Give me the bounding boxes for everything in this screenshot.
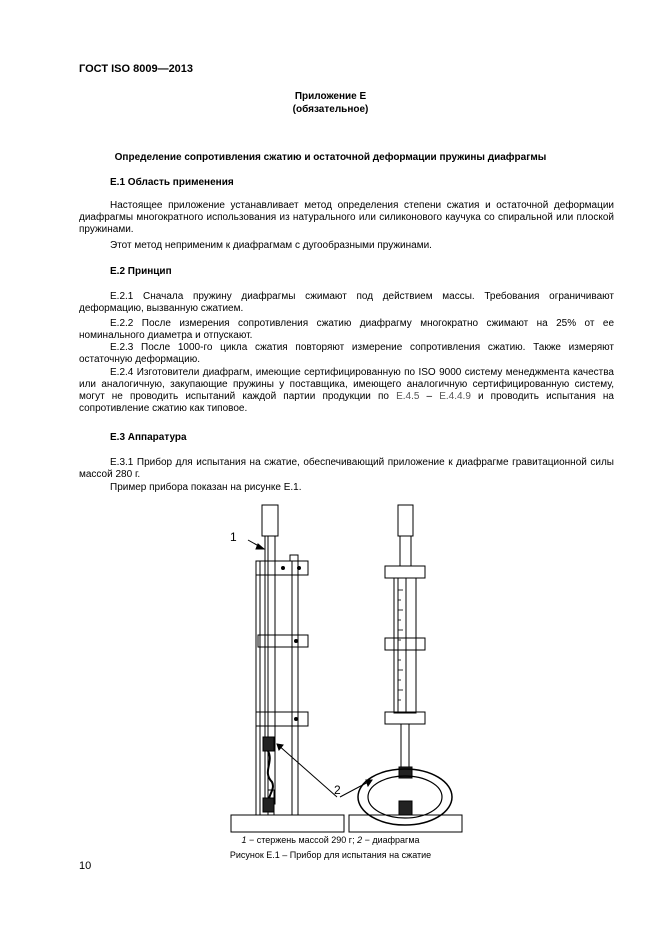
section-e1-paragraph-1: Настоящее приложение устанавливает метод определения степени сжатия и остаточной деформации диафрагмы многократного использования из натурального или силиконового каучука со спиральной или плоской пружинами. [79, 200, 614, 235]
left-frame-post [256, 561, 260, 815]
cross-reference-e45[interactable]: Е.4.5 [396, 391, 420, 402]
section-e1-paragraph-2: Этот метод неприменим к диафрагмам с дугообразными пружинами. [110, 240, 432, 251]
figure-legend [0, 835, 661, 845]
legend-text-2: − диафрагма [362, 835, 420, 845]
left-guide-rod [292, 561, 298, 815]
section-e1-heading: Е.1 Область применения [110, 177, 234, 188]
callout-2-label: 2 [334, 783, 341, 797]
annex-status: (обязательное) [292, 104, 369, 115]
left-base-plate [231, 815, 344, 832]
right-measuring-scale [394, 578, 416, 713]
section-e2-heading: Е.2 Принцип [110, 266, 172, 277]
page-number: 10 [79, 860, 92, 872]
right-apparatus [340, 505, 462, 832]
section-e2-paragraph-1: Е.2.1 Сначала пружину диафрагмы сжимают под действием массы. Требования ограничивают деформацию, вызванную сжатием. [79, 291, 614, 314]
cross-reference-e449[interactable]: Е.4.4.9 [439, 391, 471, 402]
section-e2-paragraph-4-text: Е.2.4 Изготовители диафрагм, имеющие сертифицированную по ISO 9000 систему менеджмента качества или аналогичную, закупающие пружины у поставщика, имеющего аналогичную сертифицированную систему, могут не проводить испытаний каждой партии продукции по [79, 367, 614, 402]
section-e2-paragraph-4-tail: и проводить испытания на сопротивление сжатию как типовое. [79, 391, 614, 414]
section-e3-paragraph-1: Е.3.1 Прибор для испытания на сжатие, обеспечивающий приложение к диафрагме гравитационной силы массой 280 г. [79, 457, 614, 480]
right-middle-clamp [385, 638, 425, 650]
left-apparatus [231, 505, 344, 832]
left-weight-cap [262, 505, 278, 536]
running-header: ГОСТ ISO 8009—2013 [79, 63, 194, 75]
right-bottom-clamp [385, 712, 425, 724]
left-bottom-clamp [256, 712, 308, 726]
figure-caption: Рисунок Е.1 – Прибор для испытания на сжатие [229, 850, 432, 860]
section-e2-paragraph-2: Е.2.2 После измерения сопротивления сжатию диафрагму многократно сжимают на 25% от ее номинального диаметра и отпускают. [79, 318, 614, 341]
right-weight-cap [398, 505, 413, 536]
legend-number-2: 2 [357, 835, 363, 845]
section-e3-paragraph-2: Пример прибора показан на рисунке Е.1. [110, 482, 302, 493]
right-top-clamp [385, 566, 425, 578]
legend-number-1: 1 [241, 835, 247, 845]
range-dash: – [419, 391, 440, 402]
document-title: Определение сопротивления сжатию и остаточной деформации пружины диафрагмы [114, 152, 547, 163]
left-diaphragm-spring [268, 751, 273, 804]
section-e2-paragraph-3: Е.2.3 После 1000-го цикла сжатия повторяют измерение сопротивления сжатию. Также измеряют остаточную деформацию. [79, 342, 614, 365]
section-e3-heading: Е.3 Аппаратура [110, 432, 187, 443]
callout-2-leader-left [277, 744, 337, 797]
annex-title: Приложение Е [294, 91, 367, 102]
legend-text-1: − стержень массой 290 г; [246, 835, 358, 845]
callout-1-label: 1 [230, 530, 237, 544]
